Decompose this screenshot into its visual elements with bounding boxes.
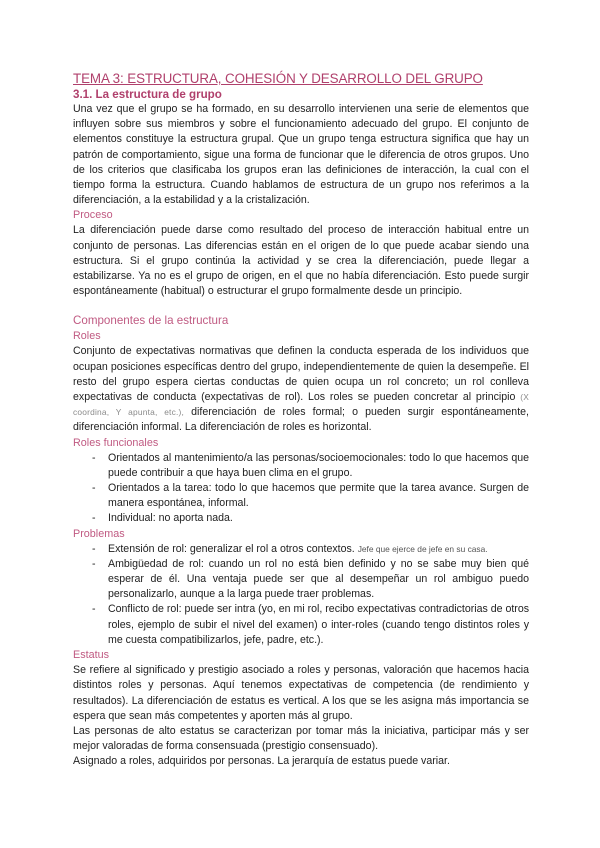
list-item-text: Individual: no aporta nada. <box>108 512 233 525</box>
list-item-text: Ambigüedad de rol: cuando un rol no está bien definido y no se sabe muy bien qué esperar de él. Una ventaja puede ser que al desempeñar un rol ambiguo puedo personalizarlo, aunque a la larga puede traer problemas. <box>108 557 529 601</box>
dash-bullet: - <box>92 451 96 464</box>
problemas-heading: Problemas <box>73 527 125 540</box>
list-item <box>73 451 529 481</box>
roles-heading: Roles <box>73 330 101 343</box>
estatus-paragraph: Las personas de alto estatus se caracterizan por tomar más la iniciativa, participar más y ser mejor valoradas de forma consensuada (prestigio consensuado). <box>73 724 529 753</box>
roles-paragraph-a: Conjunto de expectativas normativas que definen la conducta esperada de los individuos que ocupan posiciones específicas dentro del grupo, independientemente de quien la desempeñe. El resto del grupo espera ciertas conductas de quien ocupa un rol concreto; un rol conlleva expectativas de conducta (expectativas de rol). Los roles se pueden concretar al principio <box>73 345 529 404</box>
page-title: TEMA 3: ESTRUCTURA, COHESIÓN Y DESARROLLO DEL GRUPO <box>73 71 483 86</box>
proceso-paragraph: La diferenciación puede darse como resultado del proceso de interacción habitual entre un conjunto de personas. Las diferencias están en el origen de lo que puede acabar siendo una estructura. Si el grupo continúa la actividad y se crea la diferenciación, puede llegar a estabilizarse. Ya no es el grupo de origen, en el que no había diferenciación. Esto puede surgir espontáneamente (habitual) o estructurar el grupo formalmente desde un principio. <box>73 224 529 298</box>
roles-paragraph <box>73 344 529 435</box>
estatus-paragraph: Se refiere al significado y prestigio asociado a roles y personas, valoración que hacemos hacia distintos roles y personas. Aquí tenemos expectativas de competencia (de rendimiento y resultados). La diferenciación de estatus es vertical. A los que se les asigna más importancia se espera que sean más competentes y aporten más al grupo. <box>73 664 529 722</box>
list-item-text: Conflicto de rol: puede ser intra (yo, en mi rol, recibo expectativas contradictorias de otros roles, ejemplo de subir el nivel del examen) o inter-roles (cuando tengo distintos roles y me cuesta compatibilizarlos, jefe, padre, etc.). <box>108 603 530 646</box>
list-item <box>73 557 529 603</box>
dash-bullet: - <box>92 482 96 495</box>
list-item-note: Jefe que ejerce de jefe en su casa. <box>357 543 488 554</box>
problemas-list <box>73 542 529 648</box>
estatus-heading: Estatus <box>73 649 110 662</box>
list-item <box>73 602 529 648</box>
document-page <box>73 70 529 770</box>
estatus-paragraph: Asignado a roles, adquiridos por personas. La jerarquía de estatus puede variar. <box>73 755 450 768</box>
list-item-text: Extensión de rol: generalizar el rol a otros contextos. <box>108 542 355 555</box>
proceso-heading: Proceso <box>73 209 113 222</box>
roles-paragraph-note: (X coordina, Y apunta, etc.), <box>73 392 529 418</box>
roles-funcionales-heading: Roles funcionales <box>73 436 159 449</box>
componentes-heading: Componentes de la estructura <box>73 314 229 328</box>
list-item <box>73 542 529 557</box>
roles-paragraph-b: diferenciación de roles formal; o pueden surgir espontáneamente, diferenciación informal. La diferenciación de roles es horizontal. <box>73 406 529 434</box>
section-heading: 3.1. La estructura de grupo <box>73 88 222 101</box>
dash-bullet: - <box>92 542 96 555</box>
list-item-text: Orientados a la tarea: todo lo que hacemos que permite que la tarea avance. Surgen de manera espontánea, informal. <box>108 482 529 510</box>
list-item-text: Orientados al mantenimiento/a las personas/socioemocionales: todo lo que hacemos que puede contribuir a que haya buen clima en el grupo. <box>108 451 529 479</box>
dash-bullet: - <box>92 512 96 525</box>
intro-paragraph: Una vez que el grupo se ha formado, en su desarrollo intervienen una serie de elementos que influyen sobre sus miembros y sobre el funcionamiento adecuado del grupo. El conjunto de elementos constituye la estructura grupal. Que un grupo tenga estructura significa que hay un patrón de comportamiento, sigue una forma de funcionar que le diferencia de otros grupos. Uno de los criterios que clasificaba los grupos eran las definiciones de interacción, la cual con el tiempo forma la estructura. Cuando hablamos de estructura de un grupo nos referimos a la diferenciación, a la estabilidad y a la cristalización. <box>73 103 529 207</box>
dash-bullet: - <box>92 557 96 570</box>
roles-funcionales-list <box>73 451 529 527</box>
list-item <box>73 511 529 526</box>
list-item <box>73 481 529 511</box>
dash-bullet: - <box>92 603 96 616</box>
